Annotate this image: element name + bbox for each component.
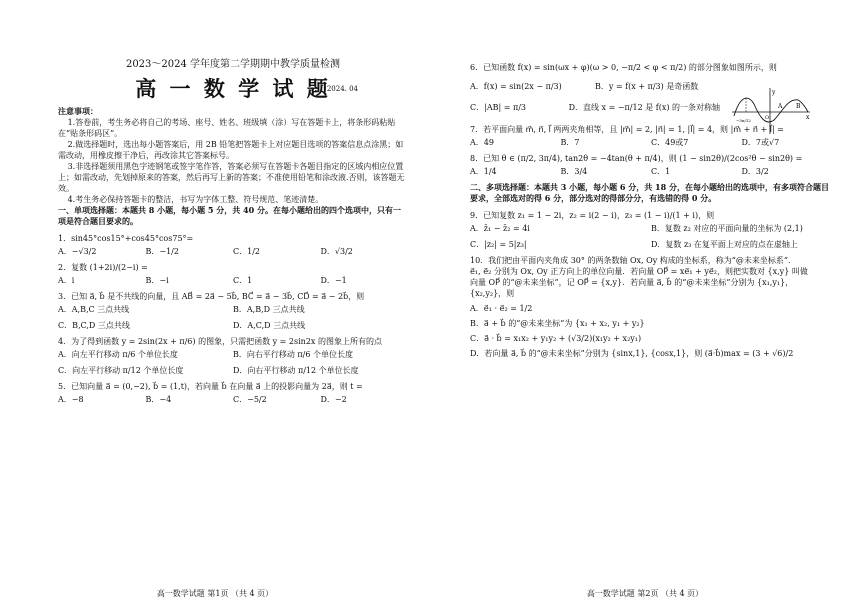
q10-option-a: A．e⃗₁ · e⃗₂ = 1/2 (470, 304, 533, 313)
page-2-footer: 高一数学试题 第2页 （共 4 页） (586, 589, 704, 598)
q2-option-b: B．−i (145, 276, 169, 285)
q7-stem: 7．若平面向量 m⃗, n⃗, l⃗ 两两夹角相等，且 |m⃗| = 2, |n⃗| = 1, |l⃗| = 4，则 |m⃗ + n⃗ + l⃗| = (470, 125, 784, 134)
q1-option-c: C．1/2 (233, 247, 260, 256)
q6-stem: 6．已知函数 f(x) = sin(ωx + φ)(ω > 0, −π/2 < φ < π/2) 的部分图象如图所示，则 (470, 63, 777, 72)
q10-option-b: B．a⃗ + b⃗ 的“@未来坐标”为 {x₁ + x₂, y₁ + y₂} (470, 319, 645, 328)
q7-option-d: D．7或√7 (741, 138, 780, 147)
q3-options-cd (58, 320, 408, 331)
q5-option-c: C．−5/2 (233, 395, 267, 404)
exam-date: 2024. 04 (326, 85, 358, 93)
q10-line-1: 10．我们把由平面内夹角成 30° 的两条数轴 Ox, Oy 构成的坐标系，称为“@未来坐标系”． (470, 256, 796, 265)
q4-option-c: C．向左平行移动 π/12 个单位长度 (58, 366, 184, 375)
q7-option-a: A．49 (470, 138, 494, 147)
q3-option-a: A．A,B,C 三点共线 (58, 305, 130, 314)
q9-stem: 9．已知复数 z₁ = 1 − 2i，z₂ = i(2 − i)，z₃ = (1 − i)/(1 + i)，则 (470, 211, 715, 220)
q5-stem: 5．已知向量 a⃗ = (0,−2), b⃗ = (1,t)，若向量 b⃗ 在向量 a⃗ 上的投影向量为 2a⃗，则 t = (58, 382, 363, 391)
exam-header: 2023～2024 学年度第二学期期中教学质量检测 (125, 59, 341, 70)
graph-y-label: y (772, 89, 776, 96)
q7-options (470, 137, 832, 148)
q7-option-c: C．49或7 (651, 138, 689, 147)
graph-point-b: B (796, 103, 801, 110)
q10-line-4: {x₂,y₂}，则 (470, 289, 515, 298)
page-2 (430, 0, 860, 609)
q3-option-c: C．B,C,D 三点共线 (58, 321, 130, 330)
graph-origin-label: O (765, 115, 770, 121)
q8-option-c: C．1 (651, 167, 671, 176)
q4-options-cd (58, 365, 408, 376)
section-1-heading: 一、单项选择题：本题共 8 小题，每小题 5 分，共 40 分。在每小题给出的四个选项中，只有一项是符合题目要求的。 (58, 205, 401, 226)
q9-option-a: A．z̄₁ − z̄₂ = 4i (470, 224, 530, 233)
notice-3: 3.非选择题须用黑色字迹钢笔或签字笔作答，答案必须写在答题卡各题目指定的区域内相应位置上；如需改动，先划掉原来的答案，然后再写上新的答案；不准使用铅笔和涂改液.否则，该答题无效。 (58, 162, 405, 193)
q10-line-2: e⃗₁, e⃗₂ 分别为 Ox, Oy 正方向上的单位向量．若向量 OP⃗ = xe⃗₁ + ye⃗₂，则把实数对 {x,y} 叫做 (470, 267, 808, 276)
page-title: 高 一 数 学 试 题 (135, 76, 331, 101)
notice-heading: 注意事项： (58, 106, 98, 116)
q2-stem: 2．复数 (1+2i)/(2−i) = (58, 263, 148, 272)
q4-option-b: B．向右平行移动 π/6 个单位长度 (233, 350, 354, 359)
q6-option-d: D．直线 x = −π/12 是 f(x) 的一条对称轴 (568, 103, 720, 112)
q3-option-d: D．A,C,D 三点共线 (233, 321, 306, 330)
q6-option-c: C．|AB| = π/3 (470, 103, 526, 112)
q4-option-d: D．向右平行移动 π/12 个单位长度 (233, 366, 359, 375)
q10-option-c: C．a⃗ · b⃗ = x₁x₂ + y₁y₂ + (√3/2)(x₁y₂ + x₂y₁) (470, 334, 642, 343)
q9-option-c: C．|z₂| = 5|z₃| (470, 240, 527, 249)
q5-option-d: D．−2 (320, 395, 347, 404)
notice-4: 4.考生务必保持答题卡的整洁，书写为字体工整、符号规范、笔迹清楚。 (67, 195, 324, 204)
notice-2: 2.做选择题时，选出每小题答案后，用 2B 铅笔把答题卡上对应题目选项的答案信息点涂黑；如需改动，用橡皮擦干净后，再改涂其它答案标号。 (58, 140, 404, 160)
q6-options-cd (470, 102, 720, 113)
title-block (58, 74, 408, 104)
q4-options-ab (58, 349, 408, 360)
q10-line-3: 向量 OP⃗ 的“@未来坐标”，记 OP⃗ = {x,y}．若向量 a⃗, b⃗ 的“@未来坐标”分别为 {x₁,y₁}， (470, 278, 794, 287)
q6-function-graph (732, 86, 812, 136)
q4-option-a: A．向左平行移动 π/6 个单位长度 (58, 350, 178, 359)
q2-option-a: A．i (58, 276, 75, 285)
graph-x-label: x (806, 114, 810, 121)
q3-stem: 3．已知 a⃗, b⃗ 是不共线的向量，且 AB⃗ = 2a⃗ − 5b⃗, BC⃗ = a⃗ − 3b⃗, CD⃗ = a⃗ − 2b⃗，则 (58, 292, 365, 301)
q1-option-d: D．√3/2 (320, 247, 353, 256)
q9-option-d: D．复数 z₃ 在复平面上对应的点在虚轴上 (651, 240, 798, 249)
q5-option-a: A．−8 (58, 395, 84, 404)
q8-options (470, 166, 832, 177)
notice-1: 1.答卷前，考生务必将自己的考场、座号、姓名、班级填（涂）写在答题卡上，将条形码粘贴在“贴条形码区”。 (58, 118, 396, 138)
q2-option-c: C．1 (233, 276, 253, 285)
q3-option-b: B．A,B,D 三点共线 (233, 305, 305, 314)
q10-option-d: D．若向量 a⃗, b⃗ 的“@未来坐标”分别为 {sinx,1}, {cosx,1}，则 (a⃗·b⃗)max = (3 + √6)/2 (470, 349, 794, 358)
q6-options-ab (470, 81, 720, 92)
q6-option-b: B．y = f(x + π/3) 是奇函数 (595, 82, 699, 91)
q9-options-ab (470, 223, 832, 234)
q6-option-a: A．f(x) = sin(2x − π/3) (470, 82, 562, 91)
q1-option-b: B．−1/2 (145, 247, 179, 256)
q2-options (58, 275, 408, 286)
q9-option-b: B．复数 z₂ 对应的平面向量的坐标为 (2,1) (651, 224, 803, 233)
page-1-footer: 高一数学试题 第1页 （共 4 页） (156, 589, 274, 598)
q1-options (58, 246, 408, 257)
q2-option-d: D．−1 (320, 276, 347, 285)
q8-option-a: A．1/4 (470, 167, 497, 176)
section-2-heading: 二、多项选择题：本题共 3 小题，每小题 6 分，共 18 分，在每小题给出的选项中，有多项符合题目要求，全部选对的得 6 分，部分选对的得部分分，有选错的得 0 分。 (470, 182, 829, 203)
q4-stem: 4．为了得到函数 y = 2sin(2x + π/6) 的图象，只需把函数 y = 2sin2x 的图象上所有的点 (58, 337, 382, 346)
graph-tick-label: −5π/12 (736, 118, 751, 123)
q1-option-a: A．−√3/2 (58, 247, 97, 256)
q5-option-b: B．−4 (145, 395, 172, 404)
q3-options-ab (58, 304, 408, 315)
q9-options-cd (470, 239, 832, 250)
q5-options (58, 394, 408, 405)
graph-point-a: A (778, 103, 783, 110)
q1-stem: 1．sin45°cos15°+cos45°cos75°= (58, 234, 194, 243)
q7-option-b: B．7 (560, 138, 580, 147)
q8-option-b: B．3/4 (560, 167, 588, 176)
q8-stem: 8．已知 θ ∈ (π/2, 3π/4), tan2θ = −4tan(θ + π/4)，则 (1 − sin2θ)/(2cos²θ − sin2θ) = (470, 154, 803, 163)
q8-option-d: D．3/2 (741, 167, 769, 176)
